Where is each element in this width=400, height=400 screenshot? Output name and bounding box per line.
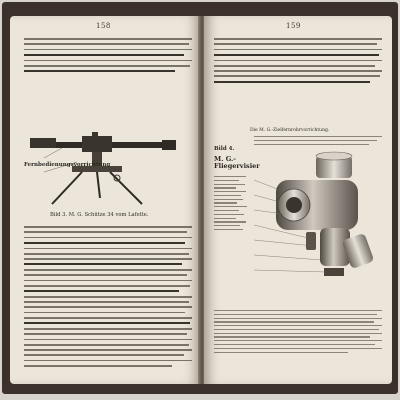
- left-page: [10, 16, 200, 384]
- right-paragraph-bottom: [214, 310, 382, 355]
- machine-gun-illustration: [22, 128, 192, 208]
- right-intro-lines: [254, 136, 382, 147]
- section-heading: Die M. G.-Zielfernrohrvorrichtung.: [250, 128, 330, 133]
- sight-device-illustration: [254, 150, 384, 300]
- right-paragraph-top: [214, 38, 382, 86]
- part-labels-column: [214, 176, 250, 233]
- figure-number: Bild 4.: [214, 146, 235, 152]
- left-paragraph-body: [24, 226, 192, 370]
- figure-label: Fernbedienungsvorrichtung: [24, 162, 111, 168]
- left-page-number: 158: [96, 22, 111, 30]
- right-page: [204, 16, 392, 384]
- left-figure-caption: Bild 3. M. G. Schütze 34 vom Lafette.: [50, 212, 149, 218]
- book: [2, 2, 398, 394]
- left-paragraph-top: [24, 38, 192, 76]
- right-page-number: 159: [286, 22, 301, 30]
- right-figure-title: M. G.-Fliegervisier: [214, 155, 260, 170]
